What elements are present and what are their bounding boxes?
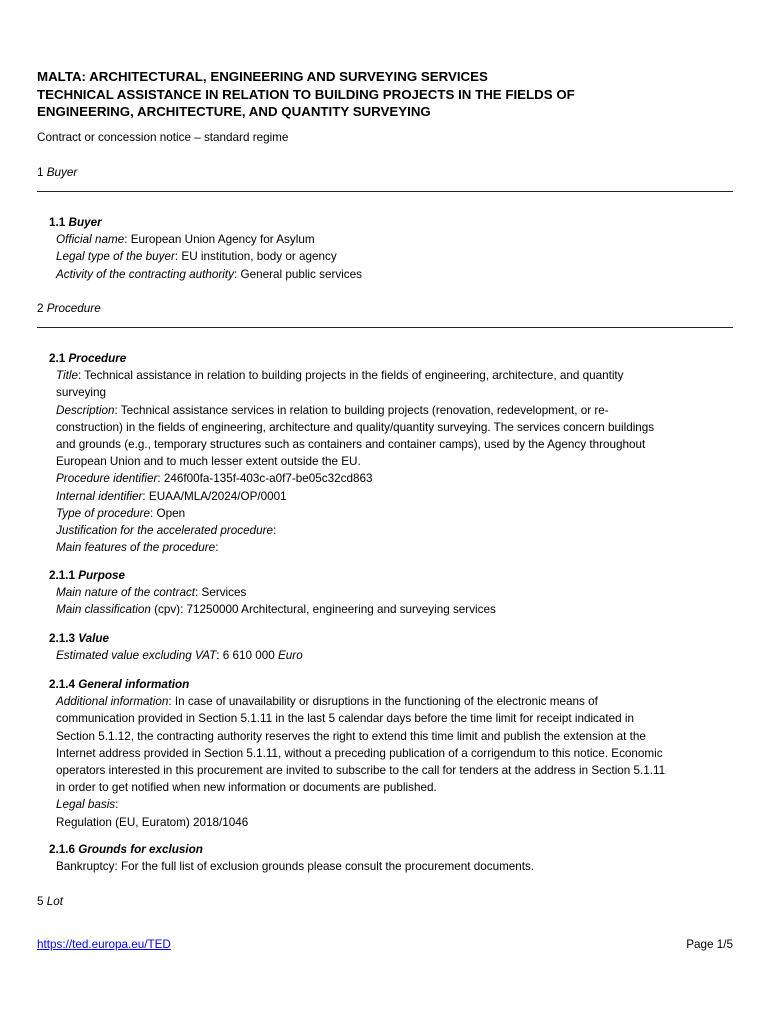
subsection-2-1-4-name: General information <box>78 678 190 691</box>
title-line-2: TECHNICAL ASSISTANCE IN RELATION TO BUILDING PROJECTS IN THE FIELDS OF <box>37 86 575 102</box>
procedure-title-field <box>56 367 731 384</box>
activity-field <box>56 266 731 283</box>
procedure-identifier-field <box>56 470 731 487</box>
subsection-2-1-title <box>49 350 731 367</box>
additional-information-field <box>56 693 731 710</box>
main-features-value: : <box>215 541 219 555</box>
main-features-label: Main features of the procedure <box>56 541 216 555</box>
legal-basis-colon: : <box>115 798 119 812</box>
subsection-2-1-6-title <box>49 841 731 858</box>
general-information-block <box>49 676 731 831</box>
procedure-description-4: European Union and to much lesser extent outside the EU. <box>56 455 361 469</box>
internal-identifier-value: : EUAA/MLA/2024/OP/0001 <box>142 489 287 503</box>
additional-information-label: Additional information <box>56 695 169 709</box>
main-classification-label: Main classification <box>56 603 151 617</box>
official-name-value: : European Union Agency for Asylum <box>124 233 315 247</box>
subsection-2-1-3-name: Value <box>78 632 109 645</box>
exclusion-block <box>49 841 731 875</box>
subsection-2-1-4-title <box>49 676 731 693</box>
procedure-type-value: : Open <box>149 506 186 520</box>
legal-type-label: Legal type of the buyer <box>56 250 175 264</box>
subsection-2-1-3-title <box>49 630 731 647</box>
contract-nature-value: : Services <box>195 586 247 600</box>
subsection-1-1-name: Buyer <box>68 216 102 229</box>
title-line-3: ENGINEERING, ARCHITECTURE, AND QUANTITY SURVEYING <box>37 104 431 119</box>
exclusion-grounds-text: Bankruptcy: For the full list of exclusion grounds please consult the procurement documents. <box>56 860 535 874</box>
main-classification-field <box>56 601 731 618</box>
notice-title <box>37 68 733 121</box>
estimated-value-currency: Euro <box>278 649 303 663</box>
contract-nature-field <box>56 584 731 601</box>
section-1-name: Buyer <box>46 166 78 179</box>
title-line-1: MALTA: ARCHITECTURAL, ENGINEERING AND SURVEYING SERVICES <box>37 69 488 84</box>
subsection-2-1-6-name: Grounds for exclusion <box>78 843 203 856</box>
procedure-description-1: : Technical assistance services in relation to building projects (renovation, redevelopment, or re- <box>114 403 609 417</box>
section-2-name: Procedure <box>46 302 101 315</box>
justification-field <box>56 522 731 539</box>
main-features-field <box>56 539 731 556</box>
subsection-1-1-title <box>49 214 731 231</box>
additional-information-1: : In case of unavailability or disruptions in the functioning of the electronic means of <box>168 695 598 709</box>
section-2-heading <box>37 301 101 316</box>
contract-nature-label: Main nature of the contract <box>56 586 196 600</box>
procedure-title-continuation: surveying <box>56 386 107 400</box>
notice-type: Contract or concession notice – standard regime <box>37 131 289 144</box>
notice-page <box>37 0 733 1024</box>
additional-information-5: operators interested in this procurement are invited to subscribe to the call for tenders at the address in Section 5.1.11 <box>56 764 666 778</box>
estimated-value-amount: : 6 610 000 <box>216 649 278 663</box>
justification-value: : <box>273 524 277 538</box>
justification-label: Justification for the accelerated procedure <box>56 524 273 538</box>
value-block <box>49 630 731 664</box>
section-1-heading <box>37 165 77 180</box>
subsection-2-1-1-title <box>49 567 731 584</box>
subsection-2-1-4-number: 2.1.4 <box>49 678 75 691</box>
section-5-heading <box>37 894 63 909</box>
subsection-2-1-1-name: Purpose <box>78 569 126 582</box>
procedure-identifier-value: : 246f00fa-135f-403c-a0f7-be05c32cd863 <box>157 472 373 486</box>
procedure-description-2: construction) in the fields of engineering, architecture and quality/quantity surveying. The services concern buildings <box>56 420 655 434</box>
purpose-block <box>49 567 731 619</box>
procedure-description-field <box>56 402 731 419</box>
procedure-identifier-label: Procedure identifier <box>56 472 158 486</box>
legal-basis-field <box>56 796 731 813</box>
additional-information-4: Internet address provided in Section 5.1.11, without a preceding publication of a corrigendum to this notice. Economic <box>56 746 663 760</box>
procedure-type-label: Type of procedure <box>56 506 150 520</box>
activity-label: Activity of the contracting authority <box>56 267 234 281</box>
internal-identifier-field <box>56 488 731 505</box>
official-name-label: Official name <box>56 233 125 247</box>
additional-information-2: communication provided in Section 5.1.11 in the last 5 calendar days before the time limit for receipt indicated in <box>56 712 634 726</box>
subsection-2-1-6-number: 2.1.6 <box>49 843 75 856</box>
activity-value: : General public services <box>234 267 362 281</box>
buyer-block <box>49 214 731 283</box>
main-classification-value: (cpv): 71250000 Architectural, engineering and surveying services <box>150 603 496 617</box>
procedure-title-label: Title <box>56 369 78 383</box>
section-2-number: 2 <box>37 302 44 315</box>
procedure-description-label: Description <box>56 403 115 417</box>
legal-basis-value: Regulation (EU, Euratom) 2018/1046 <box>56 815 249 829</box>
section-5-number: 5 <box>37 895 44 908</box>
subsection-2-1-3-number: 2.1.3 <box>49 632 75 645</box>
section-1-divider <box>37 191 733 192</box>
page-number: Page 1/5 <box>686 938 733 951</box>
official-name-field <box>56 231 731 248</box>
ted-link[interactable]: https://ted.europa.eu/TED <box>37 938 171 951</box>
subsection-2-1-number: 2.1 <box>49 352 66 365</box>
legal-type-value: : EU institution, body or agency <box>174 250 337 264</box>
additional-information-3: Section 5.1.12, the contracting authority reserves the right to extend this time limit and publish the extension at the <box>56 729 646 743</box>
procedure-block <box>49 350 731 556</box>
legal-type-field <box>56 248 731 265</box>
section-1-number: 1 <box>37 166 44 179</box>
internal-identifier-label: Internal identifier <box>56 489 143 503</box>
procedure-type-field <box>56 505 731 522</box>
procedure-title-value-1: : Technical assistance in relation to building projects in the fields of engineering, architecture, and quantity <box>77 369 624 383</box>
subsection-1-1-number: 1.1 <box>49 216 66 229</box>
section-2-divider <box>37 327 733 328</box>
subsection-2-1-1-number: 2.1.1 <box>49 569 75 582</box>
legal-basis-label: Legal basis <box>56 798 116 812</box>
subsection-2-1-name: Procedure <box>68 352 127 365</box>
estimated-value-field <box>56 647 731 664</box>
procedure-description-3: and grounds (e.g., temporary structures such as containers and container camps), used by the Agency throughout <box>56 438 646 452</box>
additional-information-6: in order to get notified when new information or documents are published. <box>56 781 437 795</box>
section-5-name: Lot <box>46 895 64 908</box>
estimated-value-label: Estimated value excluding VAT <box>56 649 217 663</box>
